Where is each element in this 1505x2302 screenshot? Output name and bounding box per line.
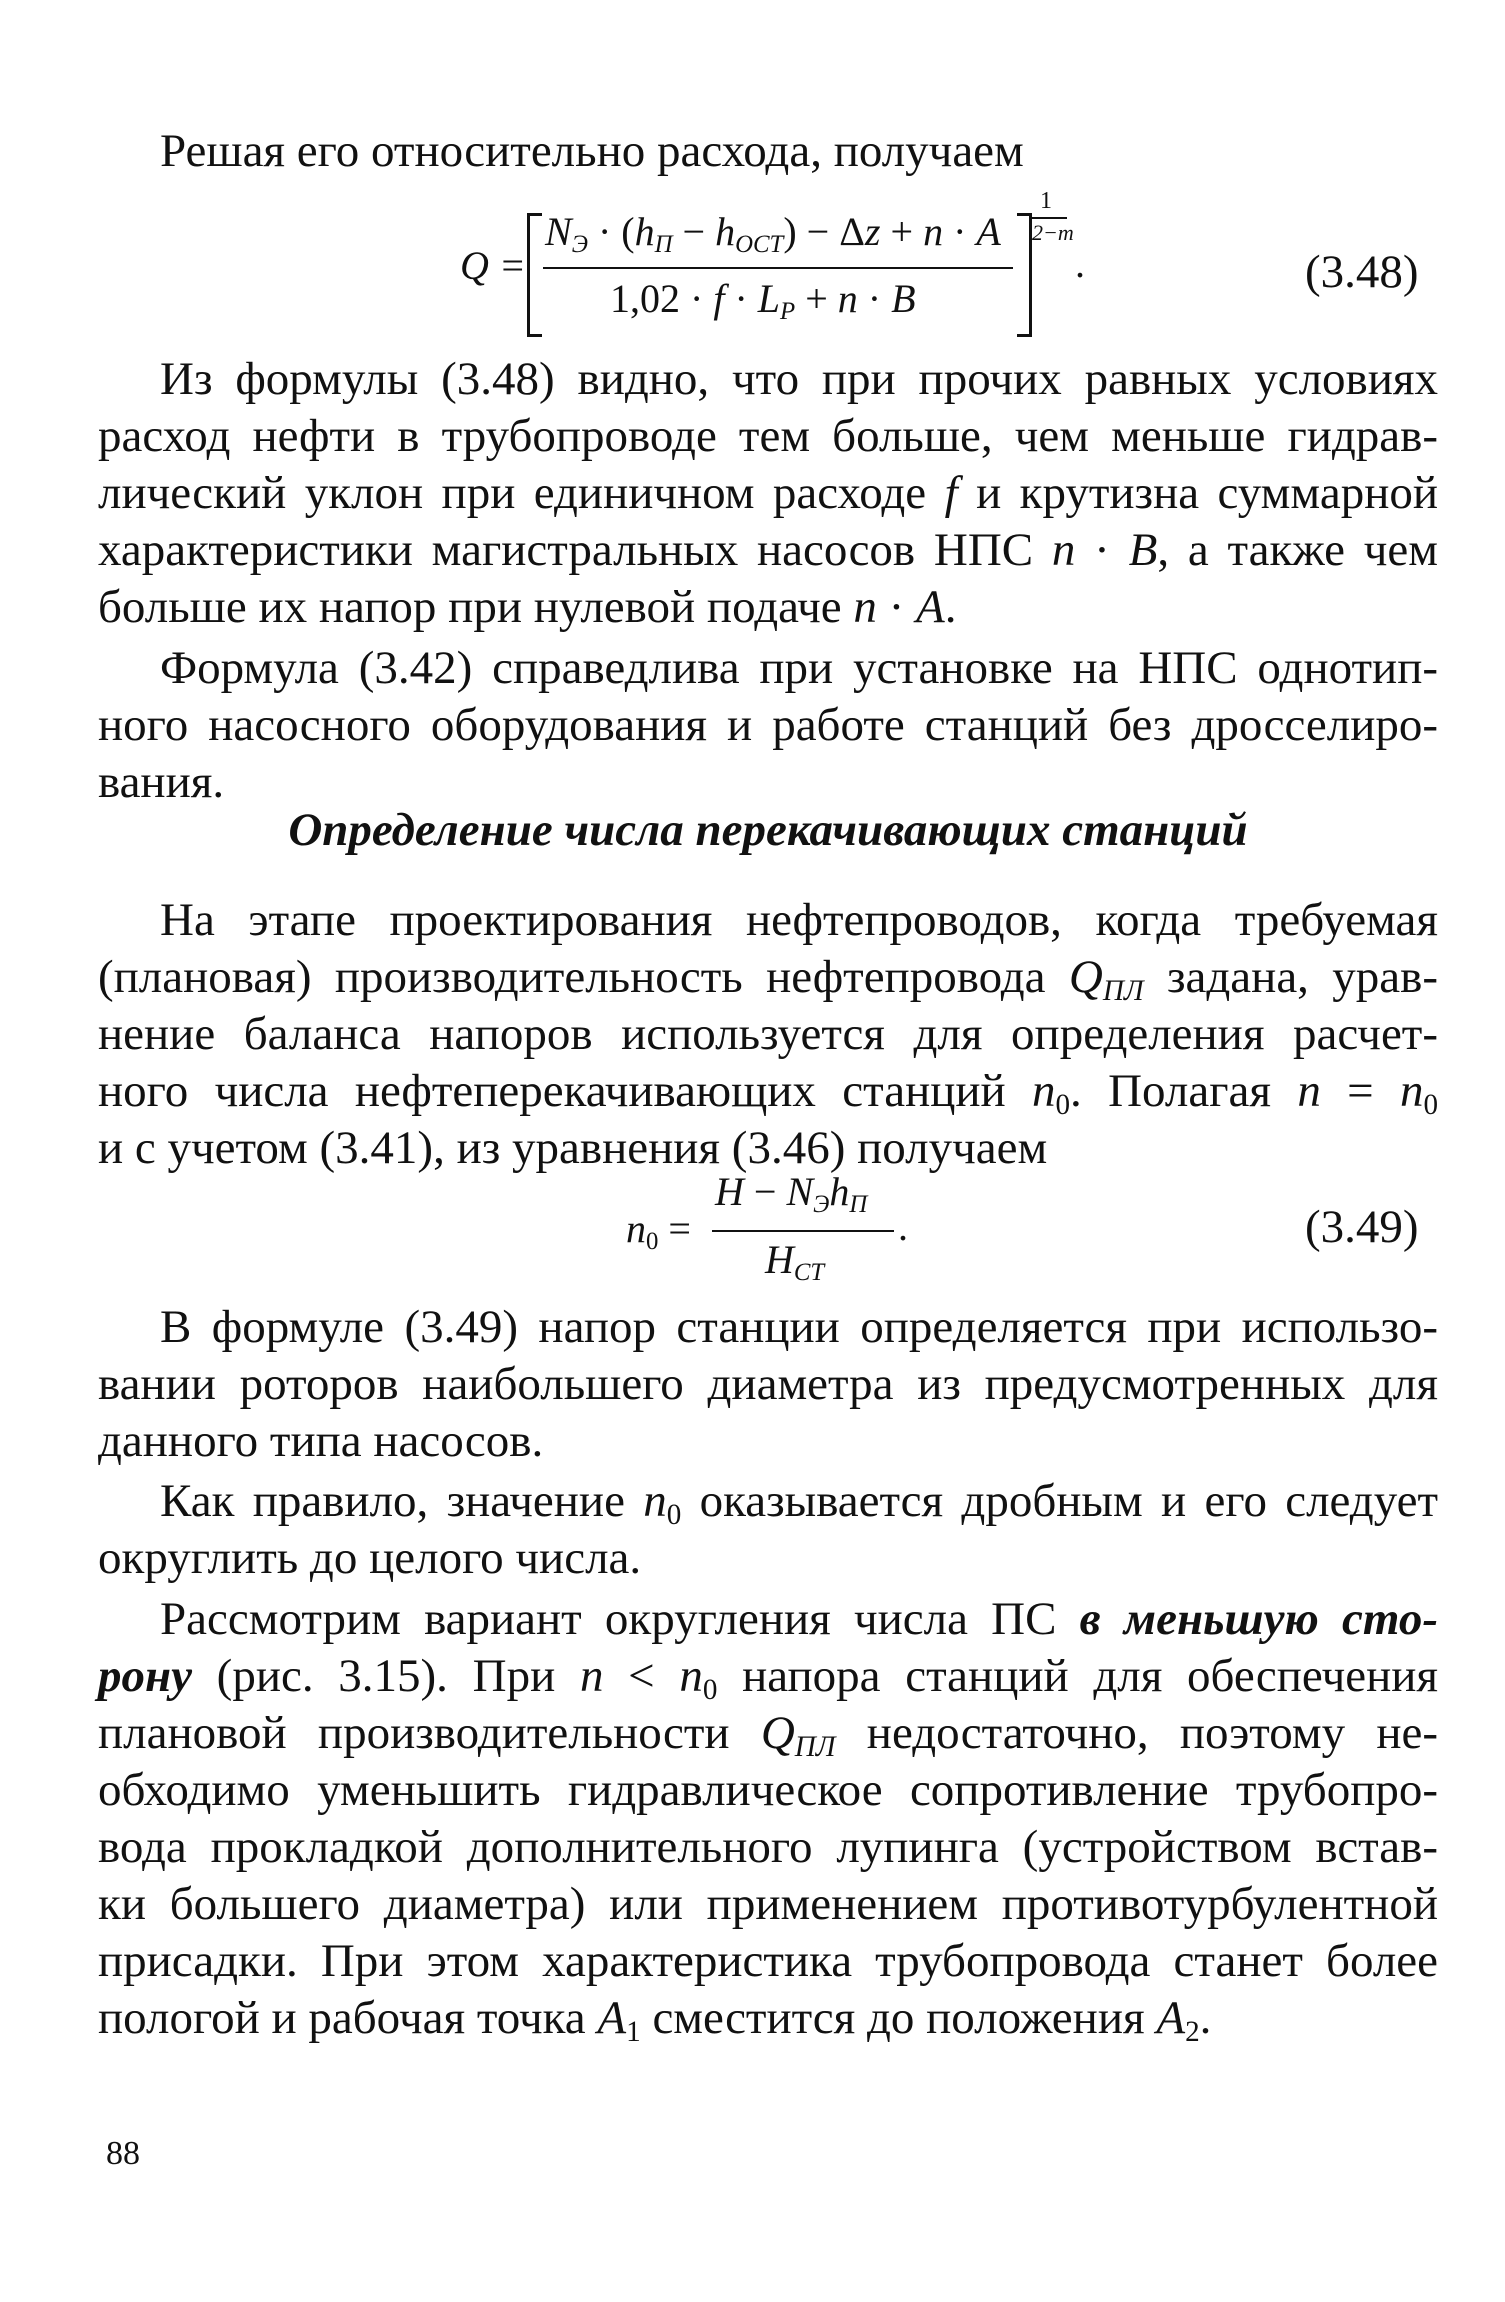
formula-3-49-numerator: $H - N_Эh_П$ [715, 1169, 868, 1218]
para1-line-2: расход нефти в трубопроводе тем больше, чем меньше гидрав- [98, 410, 1438, 462]
para6-line-7: присадки. При этом характеристика трубопровода станет более [98, 1935, 1438, 1987]
para3-line-5: и с учетом (3.41), из уравнения (3.46) получаем [98, 1122, 1048, 1174]
formula-3-48-period: . [1075, 241, 1085, 286]
formula-3-49-denominator: $H_{СТ}$ [765, 1237, 825, 1286]
formula-3-48-left-bracket [527, 213, 542, 337]
page-number: 88 [106, 2135, 140, 2172]
formula-3-48-lhs: Q = [460, 243, 526, 288]
formula-3-48-right-bracket [1017, 213, 1032, 337]
para1-line-4: характеристики магистральных насосов НПС n · B, а также чем [98, 524, 1439, 576]
para3-line-4: ного числа нефтеперекачивающих станций $n_0$. Полагая $n = n_0$ [98, 1065, 1438, 1122]
para6-line-1: Рассмотрим вариант округления числа ПС в меньшую сто- [160, 1593, 1439, 1645]
formula-3-48-numerator: $N_Э \cdot (h_П - h_{ОСТ}) - \Delta z + n \cdot A$ [545, 209, 1001, 258]
para1-line-5: больше их напор при нулевой подаче n · A. [98, 581, 957, 633]
para2-line-2: ного насосного оборудования и работе станций без дросселиро- [98, 699, 1438, 751]
para2-line-3: вания. [98, 756, 225, 808]
para6-line-5: вода прокладкой дополнительного лупинга (устройством встав- [98, 1821, 1438, 1873]
formula-3-49-fraction-bar [712, 1230, 894, 1232]
para3-line-2: (плановая) производительность нефтепровода $Q_{ПЛ}$ задана, урав- [98, 951, 1438, 1008]
formula-3-48-denominator: $1,02 \cdot f \cdot L_Р + n \cdot B$ [610, 276, 916, 325]
intro-line: Решая его относительно расхода, получаем [160, 125, 1024, 177]
formula-3-48-exponent-numerator: 1 [1040, 188, 1052, 214]
formula-3-48-exponent-denominator: 2−m [1032, 220, 1074, 245]
formula-3-49-lhs: $n_0$ = [626, 1206, 691, 1255]
formula-3-48-fraction-bar [543, 267, 1013, 269]
para6-line-6: ки большего диаметра) или применением противотурбулентной [98, 1878, 1438, 1930]
formula-3-48-number: (3.48) [1305, 246, 1419, 298]
para2-line-1: Формула (3.42) справедлива при установке на НПС однотип- [160, 642, 1438, 694]
formula-3-49-number: (3.49) [1305, 1201, 1419, 1253]
formula-3-48-exponent-bar [1031, 217, 1067, 219]
para6-line-8: пологой и рабочая точка $A_1$ сместится до положения $A_2$. [98, 1992, 1212, 2049]
para5-line-1: Как правило, значение $n_0$ оказывается дробным и его следует [160, 1475, 1438, 1532]
para4-line-2: вании роторов наибольшего диаметра из предусмотренных для [98, 1358, 1438, 1410]
section-heading: Определение числа перекачивающих станций [288, 804, 1248, 856]
para3-line-3: нение баланса напоров используется для определения расчет- [98, 1008, 1438, 1060]
para6-line-2: рону (рис. 3.15). При $n < n_0$ напора станций для обеспечения [98, 1650, 1438, 1707]
para3-line-1: На этапе проектирования нефтепроводов, когда требуемая [160, 894, 1438, 946]
para5-line-2: округлить до целого числа. [98, 1532, 642, 1584]
para1-line-3: лический уклон при единичном расходе f и крутизна суммарной [98, 467, 1438, 519]
para6-line-3: плановой производительности $Q_{ПЛ}$ недостаточно, поэтому не- [98, 1707, 1439, 1764]
para6-line-4: обходимо уменьшить гидравлическое сопротивление трубопро- [98, 1764, 1438, 1816]
para4-line-1: В формуле (3.49) напор станции определяется при использо- [160, 1301, 1438, 1353]
formula-3-49-period: . [898, 1204, 908, 1249]
para4-line-3: данного типа насосов. [98, 1415, 544, 1467]
para1-line-1: Из формулы (3.48) видно, что при прочих равных условиях [160, 353, 1438, 405]
